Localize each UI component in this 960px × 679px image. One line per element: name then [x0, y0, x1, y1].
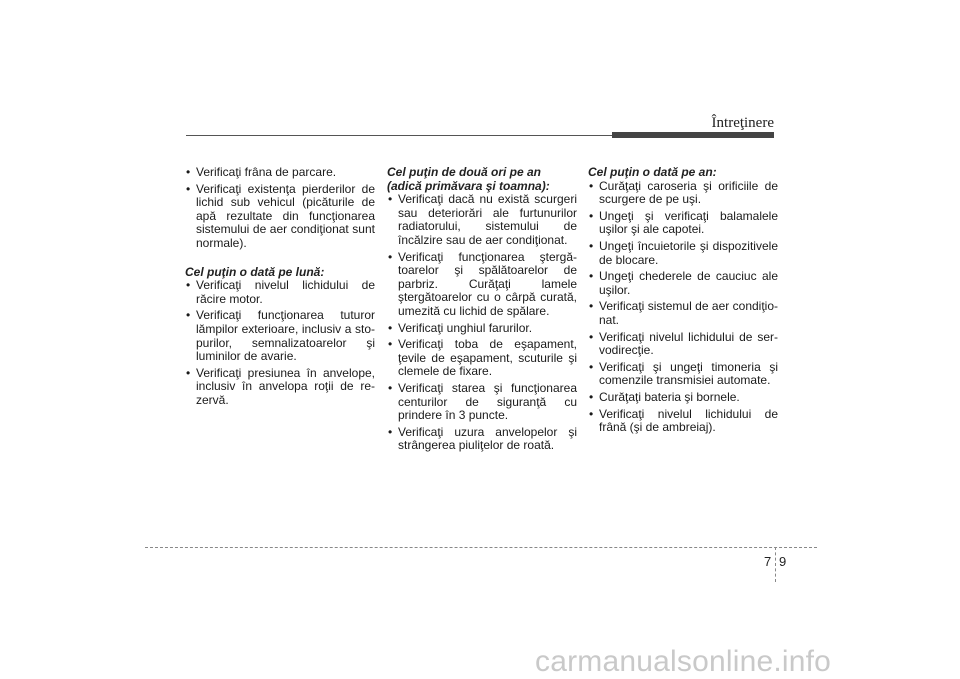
column-1	[175, 166, 375, 411]
list-item: • Verificaţi nivelul lichidului de frână (şi de ambreiaj).	[578, 408, 778, 435]
section-heading: Cel puţin o dată pe an:	[588, 165, 717, 179]
list-item: • Verificaţi toba de eşapament, ţevile de eşapament, scuturile şi clemele de fixare.	[377, 338, 577, 379]
chapter-number: 7	[764, 554, 772, 569]
header-rule-accent	[612, 132, 774, 138]
list-item: • Verificaţi sistemul de aer condiţionat.	[578, 300, 778, 327]
page-number: 9	[779, 554, 787, 569]
list-item: • Ungeţi încuietorile şi dispozitivele de blocare.	[578, 240, 778, 267]
section-title: Întreţinere	[711, 115, 774, 131]
bullet-list	[578, 180, 778, 435]
list-item: • Ungeţi şi verificaţi balamalele uşilor şi ale capotei.	[578, 210, 778, 237]
column-3	[578, 166, 778, 438]
list-item: • Verificaţi frâna de parcare.	[175, 166, 375, 180]
list-item: • Verificaţi funcţionarea tuturor lămpilor exterioare, inclusiv a stopurilor, semnalizatoarelor şi luminilor de avarie.	[175, 309, 375, 363]
list-item: • Verificaţi şi ungeţi timoneria şi comenzile transmisiei automate.	[578, 361, 778, 388]
column-2	[377, 166, 577, 456]
list-item: • Verificaţi nivelul lichidului de răcire motor.	[175, 279, 375, 306]
list-item: • Ungeţi chederele de cauciuc ale uşilor.	[578, 270, 778, 297]
list-item: • Verificaţi unghiul farurilor.	[377, 322, 577, 336]
list-item: • Curăţaţi caroseria şi orificiile de scurgere de pe uşi.	[578, 180, 778, 207]
list-item: • Verificaţi uzura anvelopelor şi strângerea piuliţelor de roată.	[377, 426, 577, 453]
section-heading: Cel puţin o dată pe lună:	[185, 264, 325, 279]
watermark: carmanualsonline.info	[535, 645, 832, 678]
header-rule	[186, 135, 616, 136]
bullet-list	[175, 279, 375, 407]
list-item: • Verificaţi dacă nu există scurgeri sau deteriorări ale furtunurilor radiatorului, sistemului de încălzire sau de aer condiţionat.	[377, 193, 577, 247]
footer-rule	[145, 547, 817, 548]
section-heading: Cel puţin de două ori pe an (adică primăvara şi toamna):	[387, 165, 550, 193]
list-item: • Verificaţi presiunea în anvelope, inclusiv în anvelopa roţii de rezervă.	[175, 367, 375, 408]
list-item: • Verificaţi existenţa pierderilor de lichid sub vehicul (picăturile de apă rezultate din funcţionarea sistemului de aer condiţionat sunt normale).	[175, 183, 375, 251]
list-item: • Verificaţi starea şi funcţionarea centurilor de siguranţă cu prindere în 3 puncte.	[377, 382, 577, 423]
bullet-list	[175, 166, 375, 251]
footer-divider	[775, 547, 776, 582]
list-item: • Verificaţi nivelul lichidului de servodirecţie.	[578, 331, 778, 358]
list-item: • Curăţaţi bateria şi bornele.	[578, 391, 778, 405]
list-item: • Verificaţi funcţionarea ştergătoarelor şi spălătoarelor de parbriz. Curăţaţi lamele ştergătoarelor cu o cârpă curată, umezită cu lichid de spălare.	[377, 251, 577, 319]
bullet-list	[377, 193, 577, 453]
